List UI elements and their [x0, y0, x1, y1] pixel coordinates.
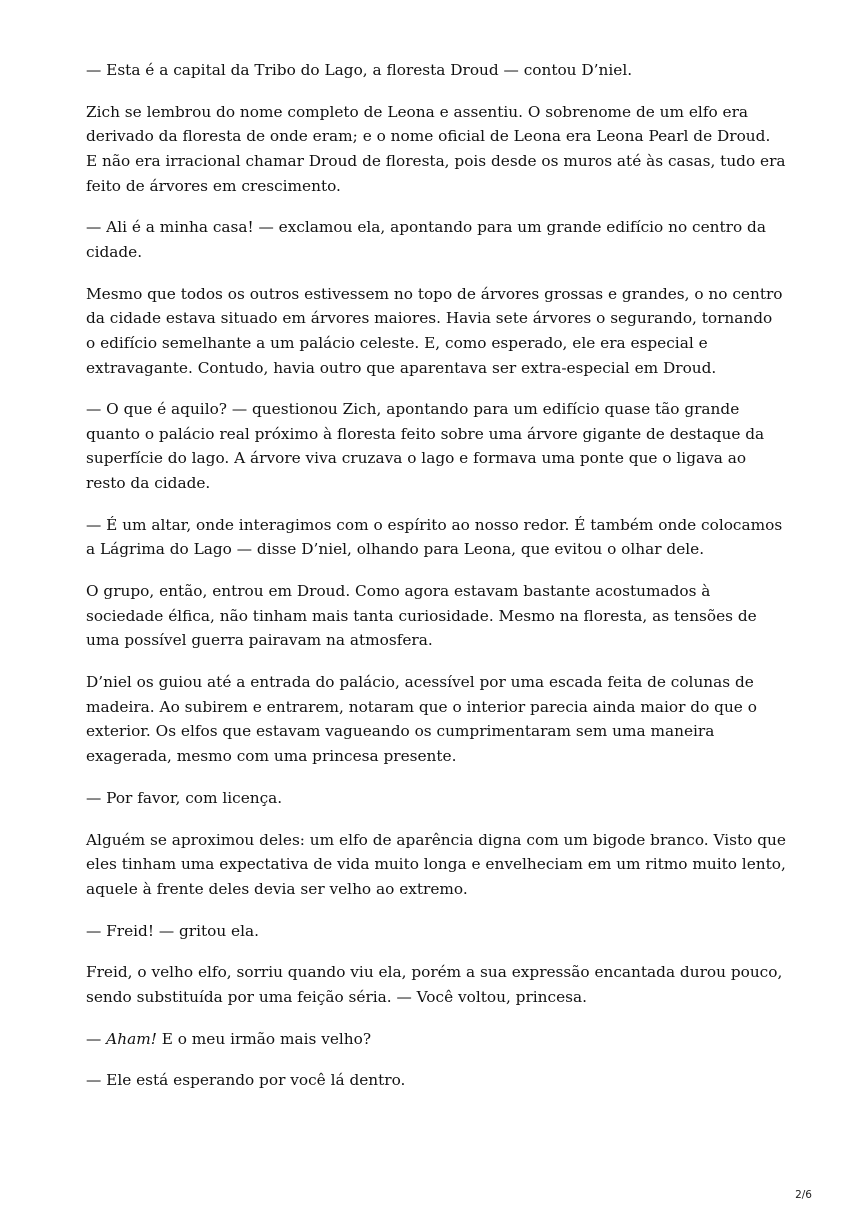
paragraph: — Ali é a minha casa! — exclamou ela, apontando para um grande edifício no centro da cidade.: [86, 218, 766, 261]
paragraph: — Por favor, com licença.: [86, 788, 283, 807]
paragraph: Alguém se aproximou deles: um elfo de aparência digna com um bigode branco. Visto que eles tinham uma expectativa de vida muito longa e envelheciam em um ritmo muito lento, aquele à frente deles devia ser velho ao extremo.: [86, 830, 786, 898]
paragraph: Zich se lembrou do nome completo de Leona e assentiu. O sobrenome de um elfo era derivado da floresta de onde eram; e o nome oficial de Leona era Leona Pearl de Droud. E não era irracional chamar Droud de floresta, pois desde os muros até às casas, tudo era feito de árvores em crescimento.: [86, 102, 786, 195]
paragraph: O grupo, então, entrou em Droud. Como agora estavam bastante acostumados à sociedade élfica, não tinham mais tanta curiosidade. Mesmo na floresta, as tensões de uma possível guerra pairavam na atmosfera.: [86, 582, 757, 650]
paragraph: — O que é aquilo? — questionou Zich, apontando para um edifício quase tão grande quanto o palácio real próximo à floresta feito sobre uma árvore gigante de destaque da superfície do lago. A árvore viva cruzava o lago e formava uma ponte que o ligava ao resto da cidade.: [86, 400, 765, 493]
paragraph: — Ele está esperando por você lá dentro.: [86, 1071, 406, 1090]
document-body: [86, 58, 786, 1110]
paragraph-italic-line: [86, 1027, 786, 1052]
page-number: 2/6: [795, 1189, 812, 1201]
dialogue-dash: —: [86, 1029, 107, 1048]
paragraph: Freid, o velho elfo, sorriu quando viu ela, porém a sua expressão encantada durou pouco, sendo substituída por uma feição séria. — Você voltou, princesa.: [86, 963, 783, 1006]
paragraph: — É um altar, onde interagimos com o espírito ao nosso redor. É também onde colocamos a Lágrima do Lago — disse D’niel, olhando para Leona, que evitou o olhar dele.: [86, 515, 783, 559]
paragraph: — Freid! — gritou ela.: [86, 921, 259, 940]
dialogue-rest: E o meu irmão mais velho?: [156, 1029, 372, 1048]
italic-interjection: Aham!: [106, 1029, 157, 1048]
paragraph: Mesmo que todos os outros estivessem no topo de árvores grossas e grandes, o no centro da cidade estava situado em árvores maiores. Havia sete árvores o segurando, tornando o edifício semelhante a um palácio celeste. E, como esperado, ele era especial e extravagante. Contudo, havia outro que aparentava ser extra-especial em Droud.: [86, 284, 783, 377]
paragraph: — Esta é a capital da Tribo do Lago, a floresta Droud — contou D’niel.: [86, 61, 633, 79]
paragraph: D’niel os guiou até a entrada do palácio, acessível por uma escada feita de colunas de madeira. Ao subirem e entrarem, notaram que o interior parecia ainda maior do que o exterior. Os elfos que estavam vagueando os cumprimentaram sem uma maneira exagerada, mesmo com uma princesa presente.: [86, 673, 757, 765]
